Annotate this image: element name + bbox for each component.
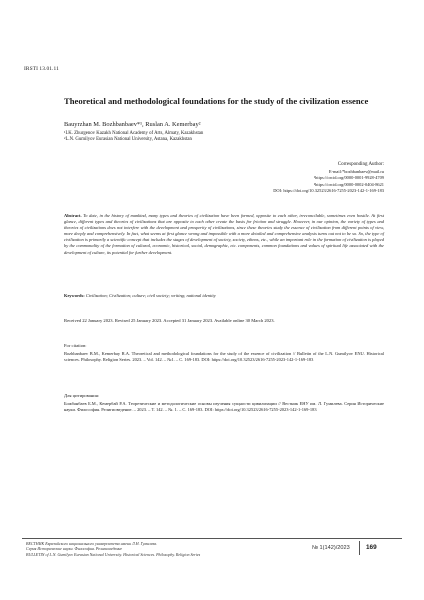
footer-journal-line-3: BULLETIN of L.N. Gumilyov Eurasian National University. Historical Sciences. Philosophy. Religion Series (26, 551, 201, 557)
page-number: 169 (366, 544, 377, 551)
orcid-link-2[interactable]: ²https://orcid.org/0000-0002-0404-8621 (313, 181, 384, 187)
keywords (64, 293, 384, 299)
orcid-link-1[interactable]: ¹https://orcid.org/0000-0001-9928-4709 (313, 175, 384, 181)
citation-ru-heading: Для цитирования: (64, 393, 100, 398)
affiliations (64, 131, 203, 143)
footer-journal (26, 541, 266, 557)
corresponding-heading: Corresponding Author: (337, 162, 384, 167)
citation-en-text: Bozhbanbaev B.M., Kemerbay R.A. Theoretical and methodological foundations for the study of the essence of civilization // Bulletin of the L.N. Gumilyov ENU. Historical sciences. Philosophy. Religion Series. 2023. – Vol. 142. – №1. – С. 169-183. DOI: https://doi.org/10.32523/2616-7255-2023-142-1-169-183 (64, 351, 384, 363)
abstract-label: Abstract. (64, 213, 82, 218)
doi-link[interactable]: DOI: https://doi.org/10.32523/2616-7255-2023-142-1-169-183 (273, 188, 384, 194)
citation-ru-text: Божбанбаев Б.М., Кемербай Р.А. Теоретические и методологические основы изучения сущности цивилизации // Вестник ЕНУ им. Л. Гумилева. Серия Исторические науки. Философия. Религиоведение. – 2023. – Т. 142. – №. 1. – С. 169-183. DOI: https://doi.org/10.32523/2616-7255-2023-142-1-169-183 (64, 401, 384, 413)
citation-en-heading: For citation: (64, 343, 87, 348)
abstract (64, 213, 384, 256)
article-title: Theoretical and methodological foundations for the study of the civilization essence (64, 96, 369, 106)
corresponding-email[interactable]: E-mail:*bozhbanbaev@mail.ru (328, 168, 384, 174)
footer-journal-line-1: ВЕСТНИК Евразийского национального университета имени Л.Н. Гумилева. (26, 541, 158, 546)
keywords-text: Civilization; Civilization; culture; civil society; writing; national identity (85, 293, 216, 298)
authors-line: Bauyrzhan M. Bozhbanbaev*¹, Ruslan A. Kemerbay² (64, 121, 201, 128)
footer-vertical-divider (359, 541, 360, 555)
affiliation-1: ¹I.K. Zhurgenov Kazakh National Academy of Arts, Almaty, Kazakhstan (64, 131, 204, 136)
irsti-code: IRSTI 13.01.11 (24, 66, 59, 72)
footer-journal-line-2: Серия Исторические науки. Философия. Религиоведение (26, 546, 123, 552)
received-dates: Received 22 January 2023. Revised 25 January 2023. Accepted 31 January 2023. Available online 30 March 2023. (64, 318, 275, 323)
footer-divider (22, 538, 402, 539)
footer-issue: № 1(142)/2023 (312, 545, 350, 551)
keywords-label: Keywords: (64, 293, 85, 298)
abstract-text: To date, in the history of mankind, many types and theories of civilization have been formed, opposite to each other, irreconcilable, sometimes even hostile. At first glance, different types and theories of civilizations that are opposite to each other create the basis for friction and struggle. However, in our opinion, the variety of types and theories of civilizations does not interfere with the development and prosperity of civilizations, since these theories study the essence of civilization from different points of view, more deeply and comprehensively. In fact, what seems at first glance wrong and impossible with a more detailed and comprehensive analysis turns out not to be so. So, the type of civilization is primarily a scientific concept that includes the stages of development of society, society, ethnos, etc., while an important role in the formation of civilization is played by the commonality of the formation of cultural, economic, historical, social, demographic, etc. components, common foundations and values of spiritual life associated with the development of culture, its potential for further development. (64, 213, 385, 255)
affiliation-2: ²L.N. Gumilyov Eurasian National University, Astana, Kazakhstan (64, 137, 192, 143)
corresponding-author-block (164, 162, 384, 195)
